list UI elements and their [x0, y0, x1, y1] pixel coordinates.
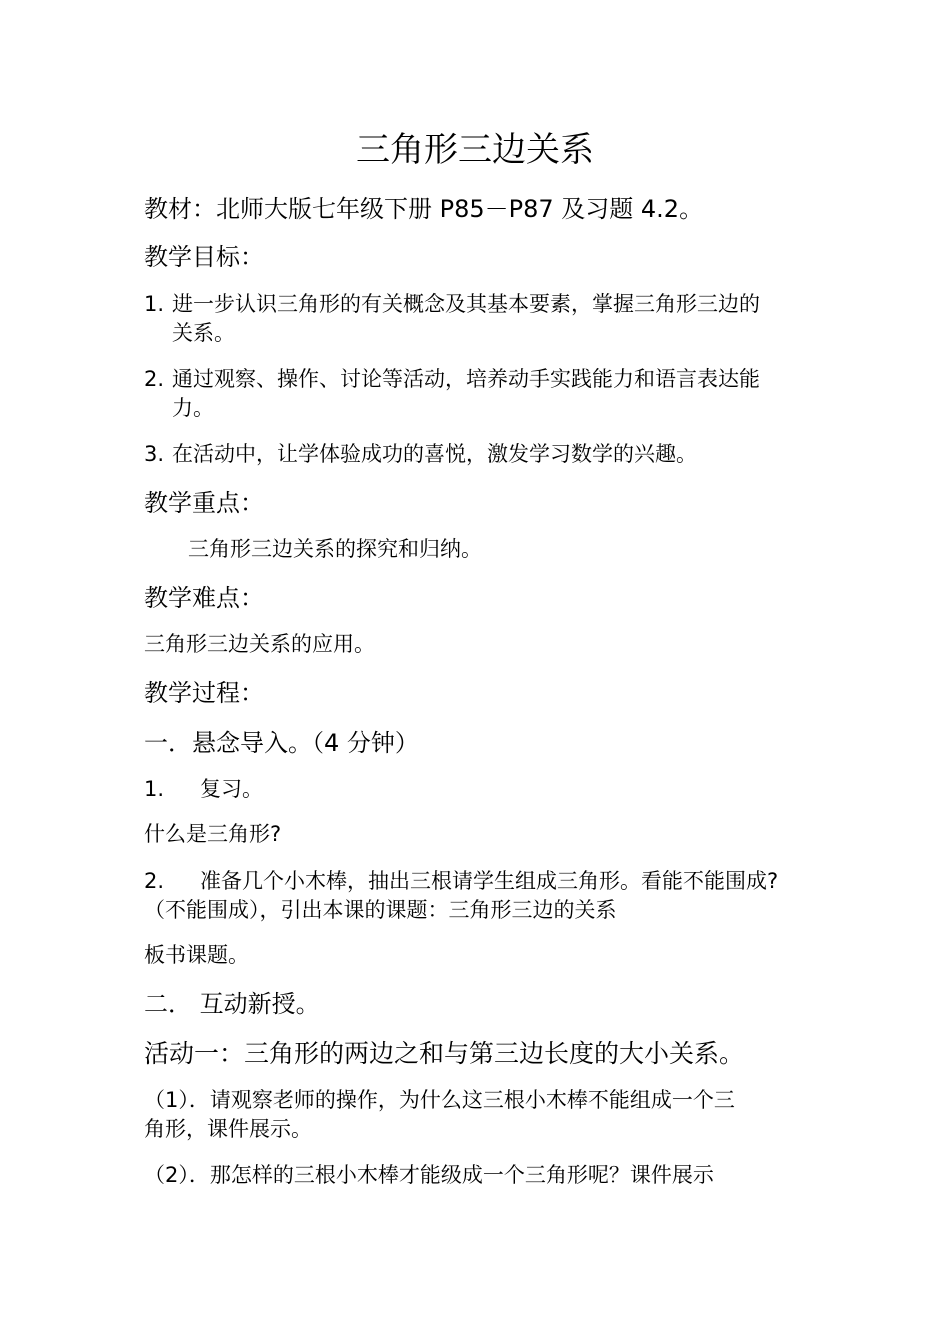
question-line: 什么是三角形?	[144, 822, 282, 846]
page-title: 三角形三边关系	[356, 130, 594, 170]
item-2: （2）．那怎样的三根小木棒才能级成一个三角形呢？课件展示	[144, 1163, 714, 1187]
goal-item-1	[144, 289, 824, 320]
step-2-continued: （不能围成），引出本课的课题：三角形三边的关系	[144, 898, 617, 922]
step-number: 1.	[144, 777, 165, 801]
step-2	[144, 866, 824, 897]
difficulty-text: 三角形三边关系的应用。	[144, 632, 375, 656]
goal-item-3	[144, 439, 824, 470]
board-line: 板书课题。	[144, 943, 249, 967]
goal-item-2	[144, 364, 824, 395]
material-line: 教材：北师大版七年级下册 P85－P87 及习题 4.2。	[144, 195, 704, 223]
goal-item-2-continued: 力。	[172, 396, 214, 420]
section-1-heading: 一．悬念导入。（4 分钟）	[144, 729, 419, 757]
key-text: 三角形三边关系的探究和归纳。	[188, 537, 482, 561]
goal-text: 进一步认识三角形的有关概念及其基本要素，掌握三角形三边的	[172, 292, 760, 316]
item-1: （1）．请观察老师的操作，为什么这三根小木棒不能组成一个三	[144, 1088, 735, 1112]
goal-number: 3.	[144, 442, 165, 466]
activity-1-heading: 活动一：三角形的两边之和与第三边长度的大小关系。	[144, 1039, 745, 1068]
step-text: 复习。	[200, 777, 263, 801]
section-2-heading: 二． 互动新授。	[144, 990, 320, 1018]
step-text: 准备几个小木棒，抽出三根请学生组成三角形。看能不能围成?	[200, 869, 779, 893]
goal-item-1-continued: 关系。	[172, 321, 235, 345]
step-number: 2.	[144, 869, 165, 893]
goal-text: 通过观察、操作、讨论等活动，培养动手实践能力和语言表达能	[172, 367, 760, 391]
process-heading: 教学过程：	[144, 679, 264, 707]
goal-number: 1.	[144, 292, 165, 316]
step-1	[144, 774, 824, 805]
goal-text: 在活动中，让学体验成功的喜悦，激发学习数学的兴趣。	[172, 442, 697, 466]
key-heading: 教学重点：	[144, 489, 264, 517]
goals-heading: 教学目标：	[144, 243, 264, 271]
goal-number: 2.	[144, 367, 165, 391]
difficulty-heading: 教学难点：	[144, 584, 264, 612]
item-1-continued: 角形，课件展示。	[144, 1117, 312, 1141]
